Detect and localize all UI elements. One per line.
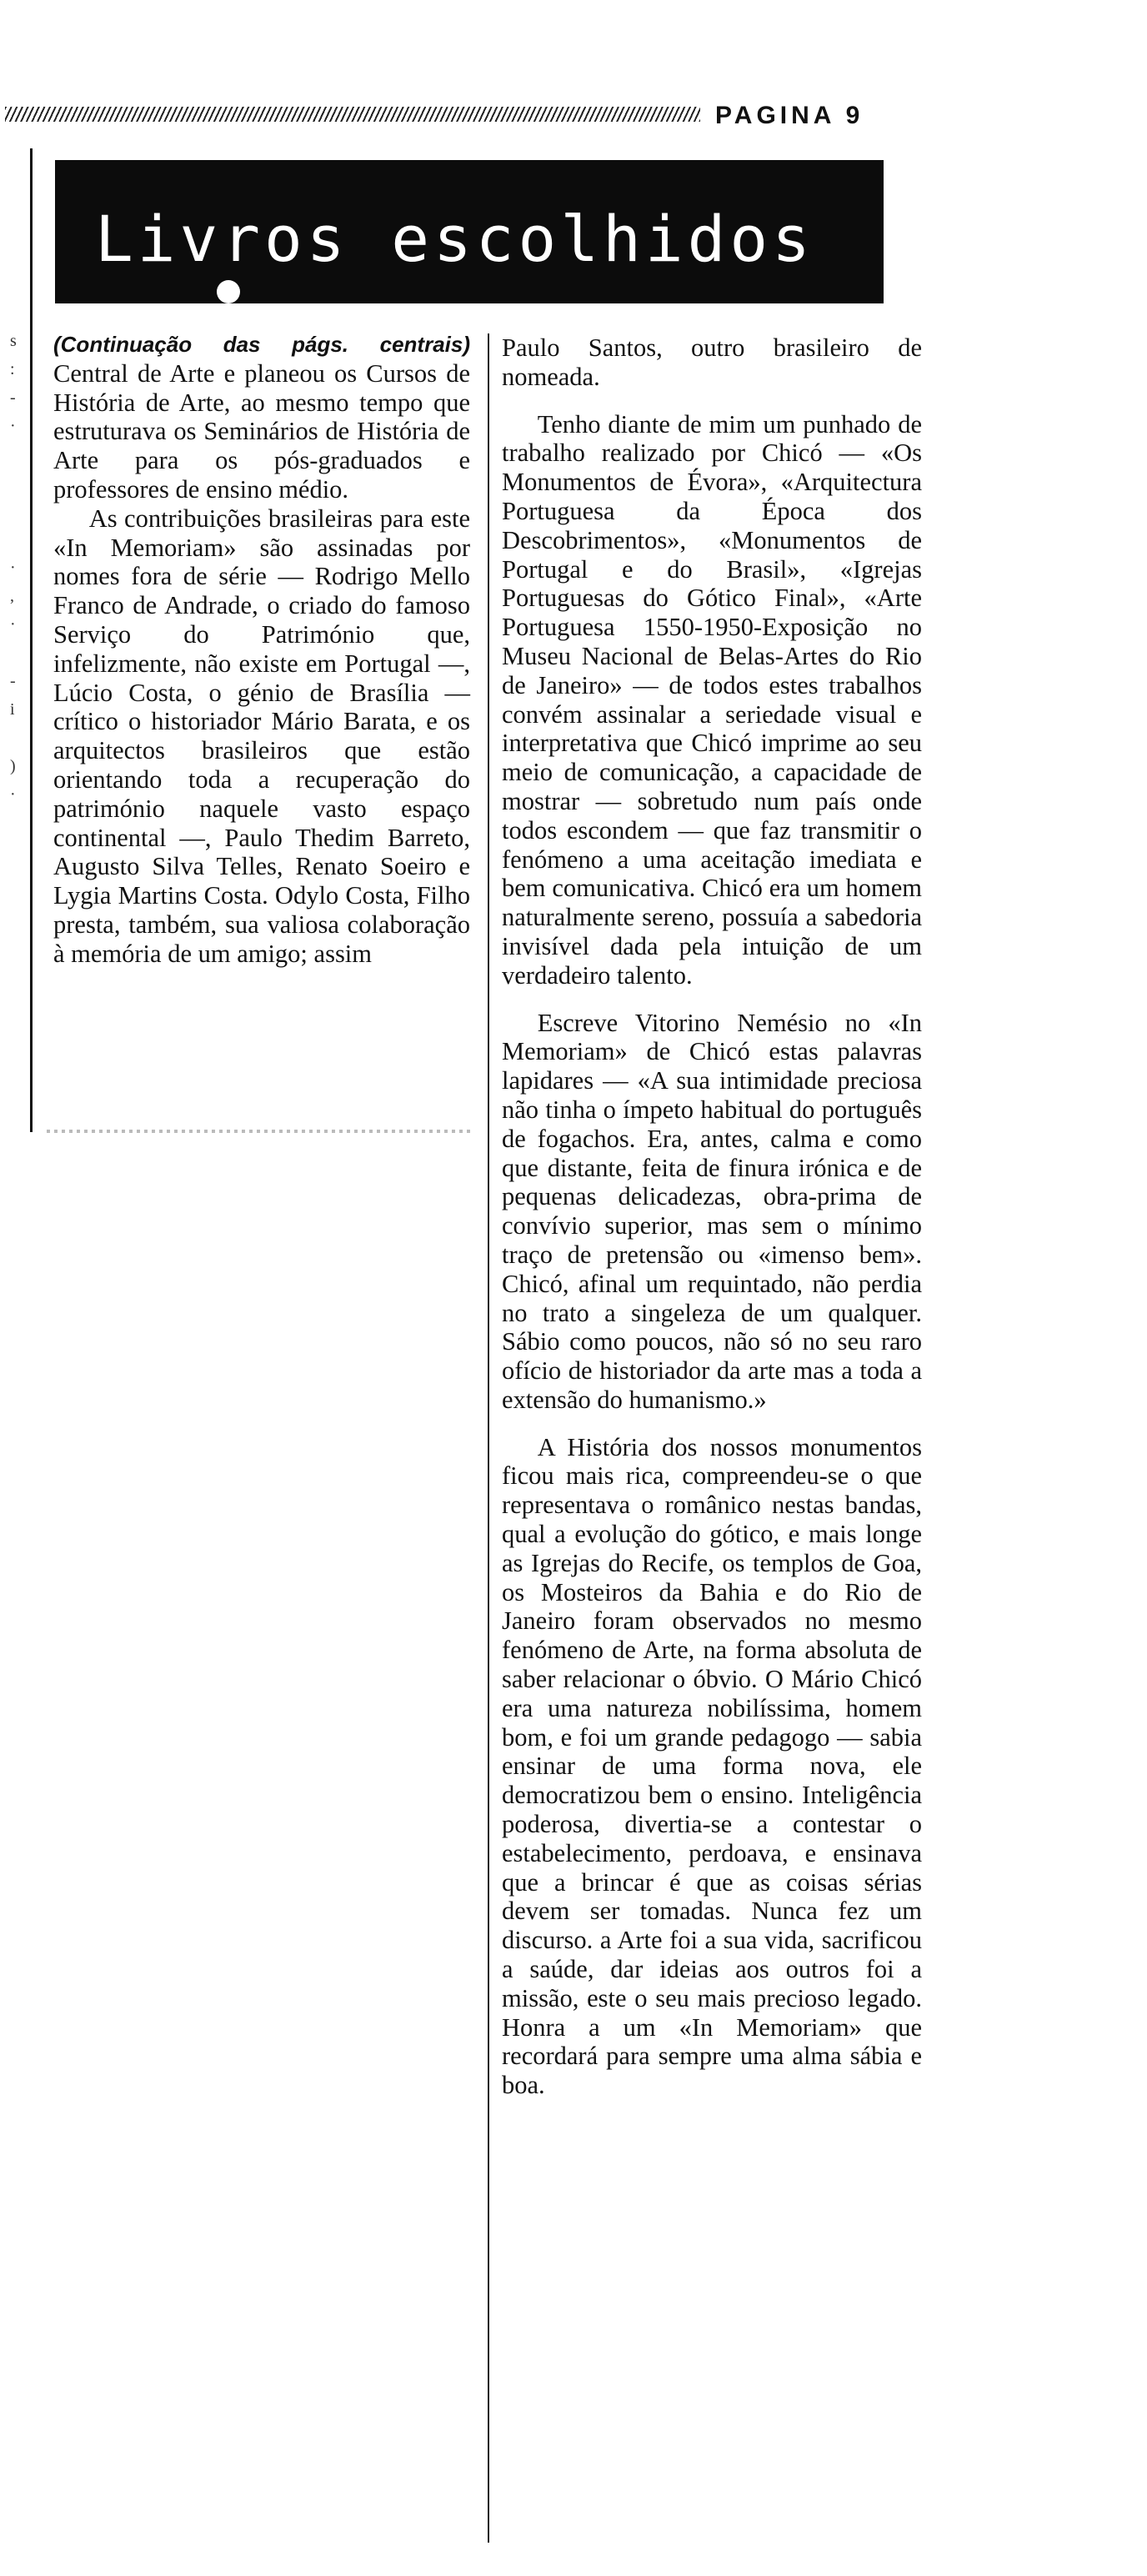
right-paragraph-4: A História dos nossos monumentos ficou mais rica, compreendeu-se o que representava o românico nestas bandas, qual a evolução do gótico, e mais longe as Igrejas do Recife, os templos de Goa, os Mosteiros da Bahia e do Rio de Janeiro foram observados no mesmo fenómeno de Arte, na forma absoluta de saber relacionar o óbvio. O Mário Chicó era uma natureza nobilíssima, homem bom, e foi um grande pedagogo — sabia ensinar de uma forma nova, ele democratizou bem o ensino. Inteligência poderosa, divertia-se a contestar o estabelecimento, perdoava, e ensinava que a brincar é que as coisas sérias devem ser tomadas. Nunca fez um discurso. a Arte foi a sua vida, sacrificou a saúde, dar ideias aos outros foi a missão, este o seu mais precioso legado. Honra a um «In Memoriam» que recordará para sempre uma alma sábia e boa. [502,1432,922,2100]
right-paragraph-1: Paulo Santos, outro brasileiro de nomeada. [502,333,922,391]
column-divider [488,333,489,2543]
page-number-label: PAGINA 9 [715,102,864,129]
right-paragraph-3: Escreve Vitorino Nemésio no «In Memoriam» de Chicó estas palavras lapidares — «A sua intimidade preciosa não tinha o ímpeto habitual do português de fogachos. Era, antes, calma e como que distante, feita de finura irónica e de pequenas delicadezas, obra-prima de convívio superior, mas sem o mínimo traço de pretensão ou «imenso bem». Chicó, afinal um requintado, não perdia no trato a singeleza de um qualquer. Sábio como poucos, não só no seu raro ofício de historiador da arte mas a toda a extensão do humanismo.» [502,1008,922,1414]
article-right-column [502,333,922,2100]
section-banner [55,160,884,303]
margin-artifacts: s : - · · , · - i ) · [10,332,17,804]
left-paragraph-1 [53,329,470,504]
article-left-column [53,329,470,969]
right-paragraph-2: Tenho diante de mim um punhado de trabalho realizado por Chicó — «Os Monumentos de Évora», «Arquitectura Portuguesa da Época dos Descobrimentos», «Monumentos de Portugal e do Brasil», «Igrejas Portuguesas do Gótico Final», «Arte Portuguesa 1550-1950-Exposição no Museu Nacional de Belas-Artes do Rio de Janeiro» — de todos estes trabalhos convém assinalar a seriedade visual e interpretativa que Chicó imprime ao seu meio de comunicação, a capacidade de mostrar — sobretudo num país onde todos escondem — que faz transmitir o fenómeno a uma aceitação imediata e bem comunicativa. Chicó era um homem naturalmente sereno, possuía a sabedoria invisível dada pela intuição de um verdadeiro talento. [502,409,922,990]
section-title: Livros escolhidos [95,202,814,276]
continuation-note: (Continuação das págs. centrais) [53,332,470,357]
header-hatch-rule [5,107,700,122]
left-paragraph-2: As contribuições brasileiras para este «In Memoriam» são assinadas por nomes fora de série — Rodrigo Mello Franco de Andrade, o criado do famoso Serviço do Património que, infelizmente, não existe em Portugal —, Lúcio Costa, o génio de Brasília — crítico o historiador Mário Barata, e os arquitectos brasileiros que estão orientando toda a recuperação do património naquele vasto espaço continental —, Paulo Thedim Barreto, Augusto Silva Telles, Renato Soeiro e Lygia Martins Costa. Odylo Costa, Filho presta, também, sua valiosa colaboração à memória de um amigo; assim [53,504,470,968]
white-dot-icon [217,280,240,303]
left-paragraph-1-text: Central de Arte e planeou os Cursos de História de Arte, ao mesmo tempo que estruturava os Seminários de História de Arte para os pós-graduados e professores de ensino médio. [53,358,470,504]
column-end-dots [47,1130,470,1133]
left-margin-rule [30,148,33,1132]
